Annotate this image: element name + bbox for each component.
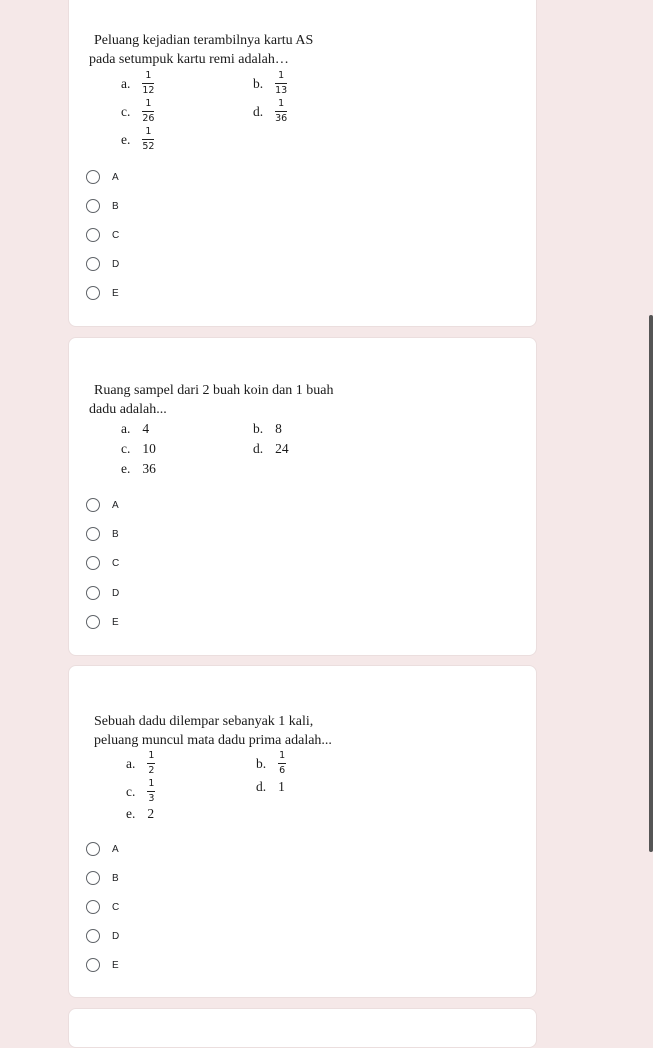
question-2-line-2: dadu adalah... [89,402,167,417]
radio-button[interactable] [86,286,100,300]
question-1-choice-c[interactable]: C [86,225,119,245]
question-2-choice-e[interactable]: E [86,612,119,632]
radio-button[interactable] [86,871,100,885]
question-3-option-e: e. 2 [126,806,155,821]
radio-button[interactable] [86,228,100,242]
question-3-option-a: a. $\frac{1}{2}$ [126,750,155,776]
question-1-choice-d[interactable]: D [86,254,119,274]
question-1-option-d: d. $\frac{1}{36}$ [253,98,288,124]
question-1-line-2: pada setumpuk kartu remi adalah… [89,52,289,67]
scrollbar[interactable] [649,315,653,852]
question-1-option-e: e. $\frac{1}{52}$ [121,126,155,152]
question-3-choice-a[interactable]: A [86,839,119,859]
question-2-choice-c[interactable]: C [86,553,119,573]
question-3-option-d: d. 1 [256,779,285,794]
question-1-option-c: c. $\frac{1}{26}$ [121,98,155,124]
question-3-option-b: b. $\frac{1}{6}$ [256,750,286,776]
question-3-line-2: peluang muncul mata dadu prima adalah... [94,733,332,748]
question-2-option-e: e. 36 [121,461,156,476]
question-2-choice-d[interactable]: D [86,583,119,603]
radio-button[interactable] [86,170,100,184]
question-3-choice-d[interactable]: D [86,926,119,946]
radio-button[interactable] [86,615,100,629]
radio-button[interactable] [86,900,100,914]
question-1-option-a: a. $\frac{1}{12}$ [121,70,155,96]
question-2-choice-a[interactable]: A [86,495,119,515]
question-2-option-b: b. 8 [253,421,282,436]
question-1-choice-a[interactable]: A [86,167,119,187]
question-3-line-1: Sebuah dadu dilempar sebanyak 1 kali, [94,714,314,729]
radio-button[interactable] [86,842,100,856]
question-2-choice-b[interactable]: B [86,524,119,544]
radio-button[interactable] [86,929,100,943]
question-2-option-a: a. 4 [121,421,150,436]
question-card-4 [68,1008,537,1048]
question-3-choice-b[interactable]: B [86,868,119,888]
radio-button[interactable] [86,527,100,541]
question-3-option-c: c. $\frac{1}{3}$ [126,778,155,804]
radio-button[interactable] [86,199,100,213]
radio-button[interactable] [86,958,100,972]
question-1-choice-b[interactable]: B [86,196,119,216]
question-3-choice-e[interactable]: E [86,955,119,975]
radio-button[interactable] [86,556,100,570]
radio-button[interactable] [86,498,100,512]
question-1-choice-e[interactable]: E [86,283,119,303]
radio-button[interactable] [86,586,100,600]
question-1-line-1: Peluang kejadian terambilnya kartu AS [94,33,314,48]
question-3-choice-c[interactable]: C [86,897,119,917]
question-2-option-c: c. 10 [121,441,156,456]
question-2-line-1: Ruang sampel dari 2 buah koin dan 1 buah [94,383,334,398]
question-2-option-d: d. 24 [253,441,289,456]
question-1-option-b: b. $\frac{1}{13}$ [253,70,288,96]
radio-button[interactable] [86,257,100,271]
